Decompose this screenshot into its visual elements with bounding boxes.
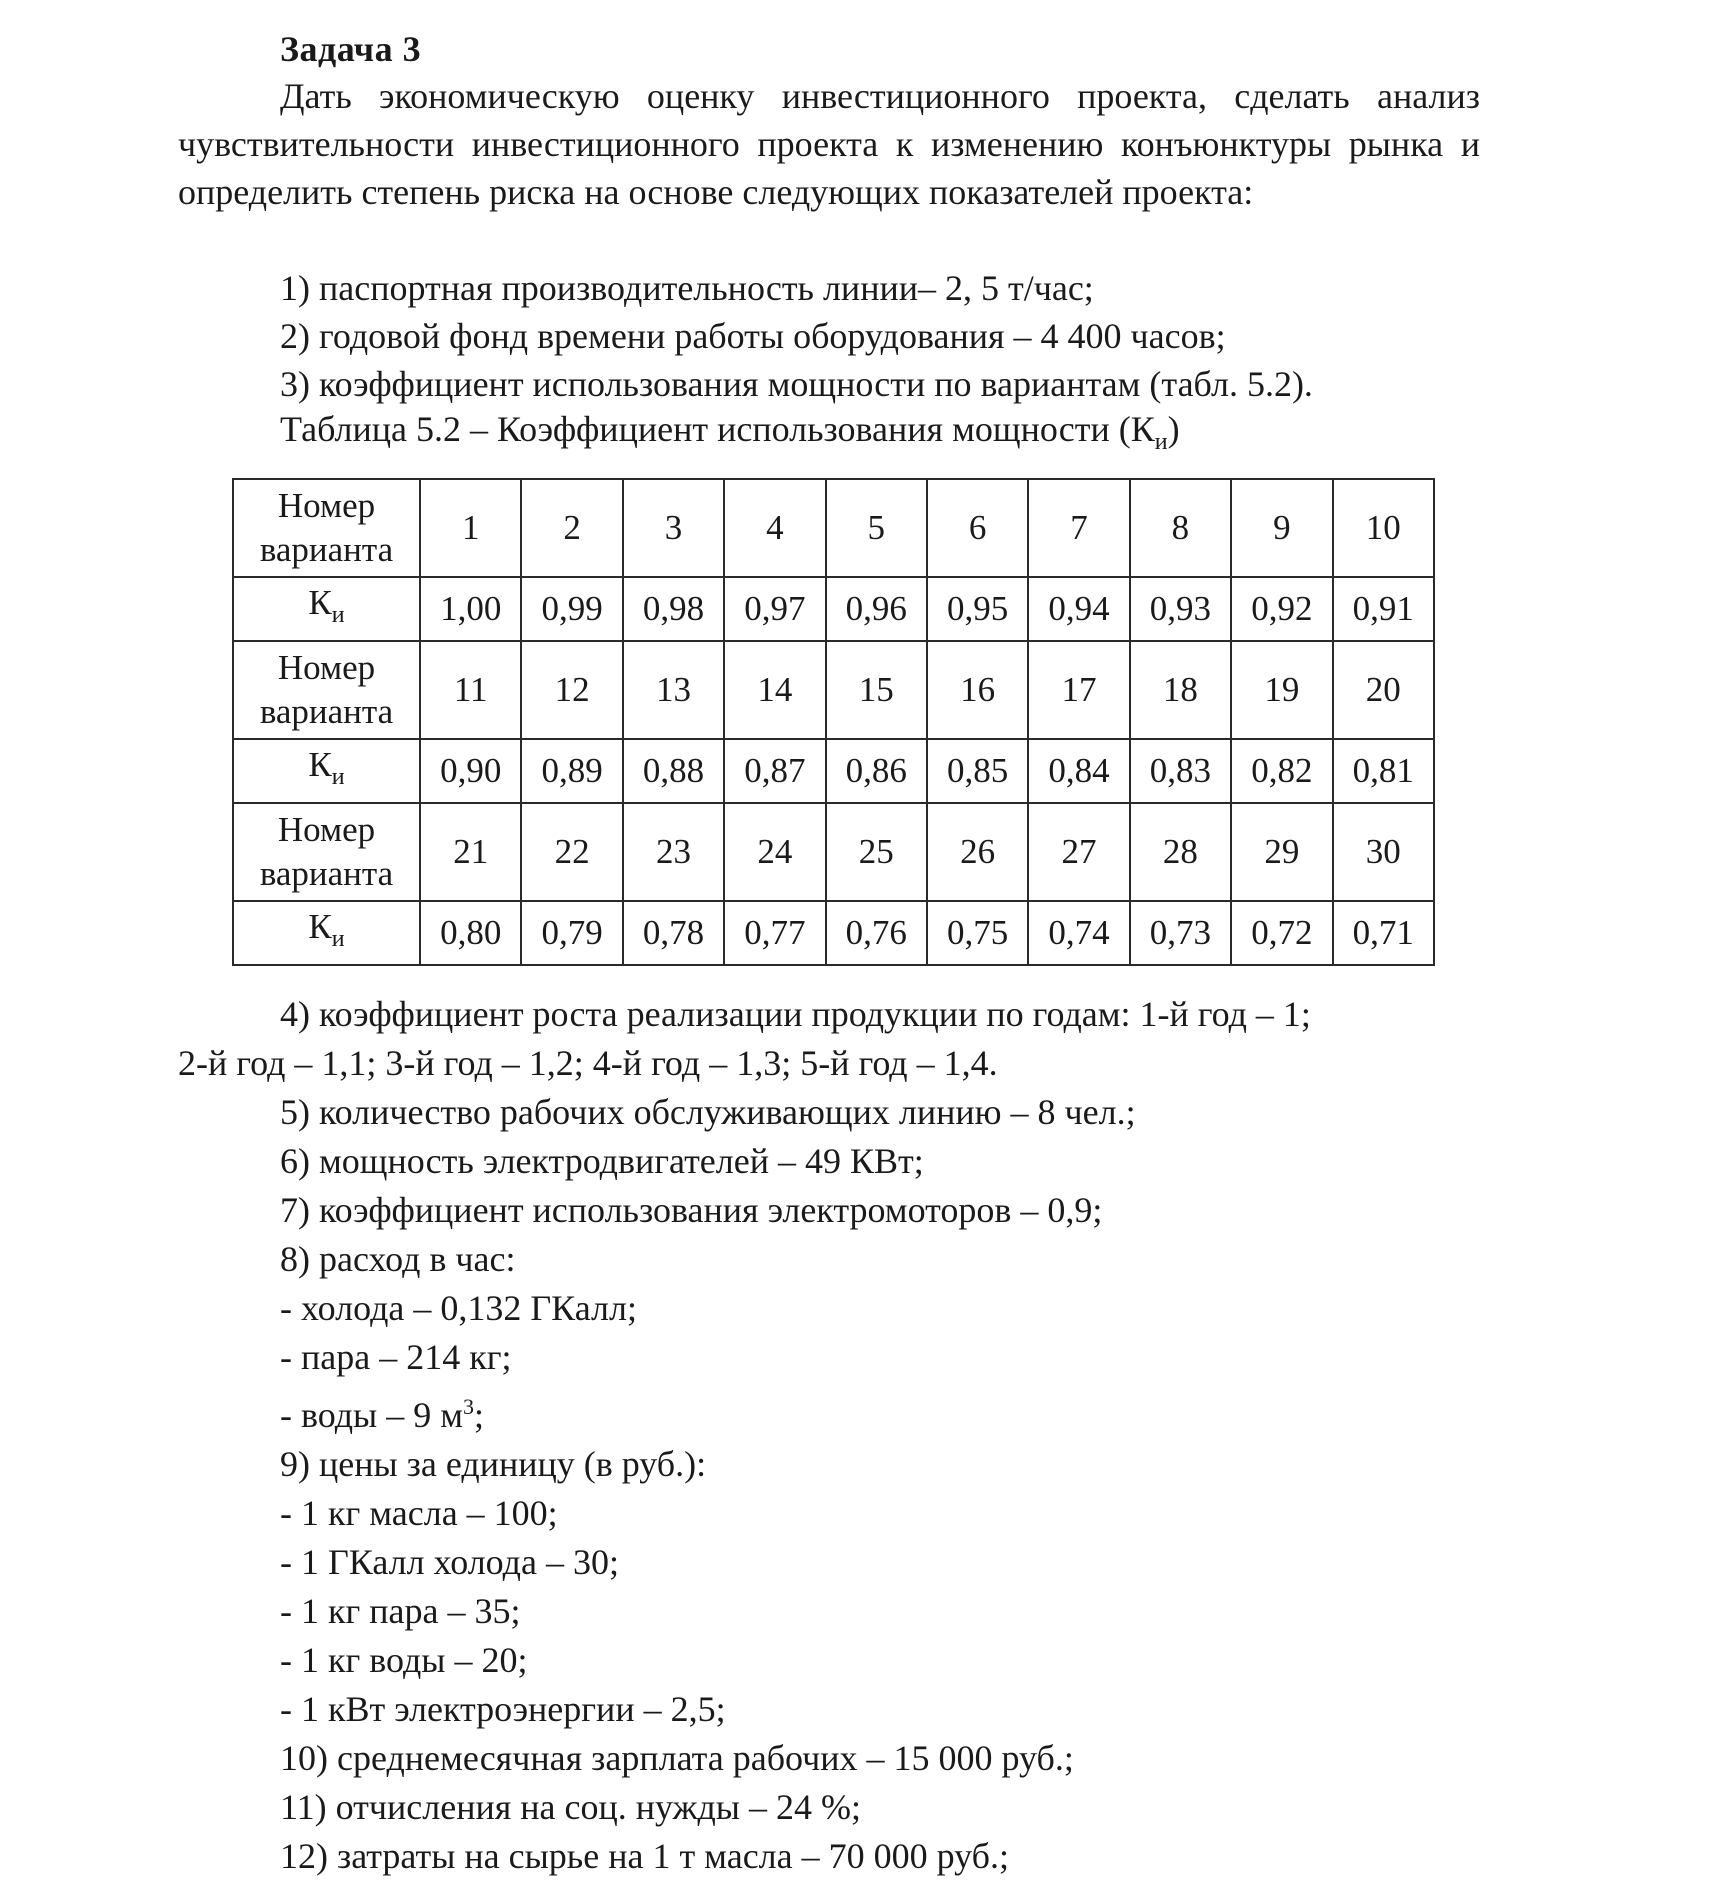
coefficient-table — [232, 478, 1435, 966]
variant-number-cell: 5 — [826, 479, 927, 577]
k-value-cell: 0,94 — [1028, 577, 1129, 641]
k-value-cell: 0,93 — [1130, 577, 1231, 641]
task-title: Задача 3 — [280, 29, 422, 69]
row-header-k — [233, 901, 420, 965]
variant-number-cell: 28 — [1130, 803, 1231, 901]
k-value-cell: 0,77 — [724, 901, 825, 965]
k-subscript: и — [331, 926, 345, 952]
variant-number-cell: 19 — [1231, 641, 1332, 739]
variant-number-cell: 20 — [1333, 641, 1434, 739]
k-subscript: и — [331, 764, 345, 790]
item-9-power: - 1 кВт электроэнергии – 2,5; — [280, 1689, 726, 1729]
k-value-cell: 0,86 — [826, 739, 927, 803]
item-8-water-sup: 3 — [463, 1394, 474, 1419]
intro-paragraph: Дать экономическую оценку инвестиционного проекта, сделать анализ чувствительности инвестиционного проекта к изменению конъюнктуры рынка и определить степень риска на основе следующих показателей проекта: — [178, 76, 1480, 212]
item-4-line-2: 2-й год – 1,1; 3-й год – 1,2; 4-й год – 1,3; 5-й год – 1,4. — [178, 1043, 998, 1083]
variant-number-cell: 6 — [927, 479, 1028, 577]
variant-number-cell: 22 — [521, 803, 622, 901]
variant-number-cell: 21 — [420, 803, 521, 901]
table-row-variant-numbers — [233, 803, 1434, 901]
item-1: 1) паспортная производительность линии– 2, 5 т/час; — [280, 268, 1094, 308]
item-9: 9) цены за единицу (в руб.): — [280, 1444, 707, 1484]
variant-number-cell: 8 — [1130, 479, 1231, 577]
item-7: 7) коэффициент использования электромоторов – 0,9; — [280, 1190, 1103, 1230]
k-value-cell: 0,92 — [1231, 577, 1332, 641]
k-value-cell: 0,95 — [927, 577, 1028, 641]
item-11: 11) отчисления на соц. нужды – 24 %; — [280, 1787, 861, 1827]
variant-number-cell: 7 — [1028, 479, 1129, 577]
item-9-cold: - 1 ГКалл холода – 30; — [280, 1542, 619, 1582]
k-value-cell: 0,96 — [826, 577, 927, 641]
table-row-k-values — [233, 739, 1434, 803]
row-header-k — [233, 739, 420, 803]
items-after-table — [178, 990, 1480, 1881]
k-value-cell: 0,80 — [420, 901, 521, 965]
k-value-cell: 0,71 — [1333, 901, 1434, 965]
item-9-oil: - 1 кг масла – 100; — [280, 1493, 558, 1533]
item-8-steam: - пара – 214 кг; — [280, 1337, 512, 1377]
table-caption-end: ) — [1167, 409, 1180, 449]
k-value-cell: 0,78 — [623, 901, 724, 965]
variant-number-cell: 14 — [724, 641, 825, 739]
item-8: 8) расход в час: — [280, 1239, 516, 1279]
variant-number-cell: 17 — [1028, 641, 1129, 739]
k-value-cell: 0,84 — [1028, 739, 1129, 803]
item-5: 5) количество рабочих обслуживающих линию – 8 чел.; — [280, 1092, 1136, 1132]
row-header-variant: Номер варианта — [233, 803, 420, 901]
item-8-water — [178, 1382, 1480, 1440]
k-value-cell: 0,97 — [724, 577, 825, 641]
k-symbol: К — [308, 907, 332, 946]
variant-number-cell: 27 — [1028, 803, 1129, 901]
variant-number-cell: 30 — [1333, 803, 1434, 901]
k-value-cell: 0,85 — [927, 739, 1028, 803]
variant-number-cell: 9 — [1231, 479, 1332, 577]
variant-number-cell: 10 — [1333, 479, 1434, 577]
k-value-cell: 0,72 — [1231, 901, 1332, 965]
variant-number-cell: 18 — [1130, 641, 1231, 739]
k-value-cell: 0,83 — [1130, 739, 1231, 803]
item-2: 2) годовой фонд времени работы оборудования – 4 400 часов; — [280, 316, 1226, 356]
variant-number-cell: 24 — [724, 803, 825, 901]
variant-number-cell: 23 — [623, 803, 724, 901]
variant-number-cell: 26 — [927, 803, 1028, 901]
variant-number-cell: 13 — [623, 641, 724, 739]
item-4-line-1: 4) коэффициент роста реализации продукции по годам: 1-й год – 1; — [280, 994, 1311, 1034]
variant-number-cell: 11 — [420, 641, 521, 739]
item-8-water-end: ; — [474, 1395, 485, 1435]
variant-number-cell: 1 — [420, 479, 521, 577]
k-value-cell: 0,81 — [1333, 739, 1434, 803]
k-symbol: К — [308, 583, 332, 622]
variant-number-cell: 15 — [826, 641, 927, 739]
item-10: 10) среднемесячная зарплата рабочих – 15 000 руб.; — [280, 1738, 1074, 1778]
table-row-k-values — [233, 901, 1434, 965]
item-8-water-text: - воды – 9 м — [280, 1395, 463, 1435]
table-row-k-values — [233, 577, 1434, 641]
table-row-variant-numbers — [233, 479, 1434, 577]
variant-number-cell: 3 — [623, 479, 724, 577]
k-value-cell: 0,76 — [826, 901, 927, 965]
variant-number-cell: 4 — [724, 479, 825, 577]
k-value-cell: 0,82 — [1231, 739, 1332, 803]
k-value-cell: 0,75 — [927, 901, 1028, 965]
k-symbol: К — [308, 745, 332, 784]
row-header-variant: Номер варианта — [233, 479, 420, 577]
item-9-water: - 1 кг воды – 20; — [280, 1640, 528, 1680]
k-value-cell: 0,99 — [521, 577, 622, 641]
k-value-cell: 0,73 — [1130, 901, 1231, 965]
table-caption — [280, 408, 1180, 456]
k-subscript: и — [331, 602, 345, 628]
variant-number-cell: 16 — [927, 641, 1028, 739]
k-value-cell: 1,00 — [420, 577, 521, 641]
table-row-variant-numbers — [233, 641, 1434, 739]
items-before-table — [280, 264, 1313, 408]
k-value-cell: 0,90 — [420, 739, 521, 803]
item-9-steam: - 1 кг пара – 35; — [280, 1591, 521, 1631]
row-header-variant: Номер варианта — [233, 641, 420, 739]
item-8-cold: - холода – 0,132 ГКалл; — [280, 1288, 637, 1328]
variant-number-cell: 2 — [521, 479, 622, 577]
k-value-cell: 0,79 — [521, 901, 622, 965]
table-caption-sub: и — [1154, 429, 1168, 456]
k-value-cell: 0,91 — [1333, 577, 1434, 641]
k-value-cell: 0,98 — [623, 577, 724, 641]
variant-number-cell: 12 — [521, 641, 622, 739]
item-6: 6) мощность электродвигателей – 49 КВт; — [280, 1141, 924, 1181]
k-value-cell: 0,89 — [521, 739, 622, 803]
row-header-k — [233, 577, 420, 641]
variant-number-cell: 29 — [1231, 803, 1332, 901]
variant-number-cell: 25 — [826, 803, 927, 901]
k-value-cell: 0,74 — [1028, 901, 1129, 965]
k-value-cell: 0,88 — [623, 739, 724, 803]
k-value-cell: 0,87 — [724, 739, 825, 803]
item-12: 12) затраты на сырье на 1 т масла – 70 000 руб.; — [280, 1836, 1009, 1876]
table-caption-text: Таблица 5.2 – Коэффициент использования мощности (К — [280, 409, 1155, 449]
item-3: 3) коэффициент использования мощности по вариантам (табл. 5.2). — [280, 364, 1313, 404]
